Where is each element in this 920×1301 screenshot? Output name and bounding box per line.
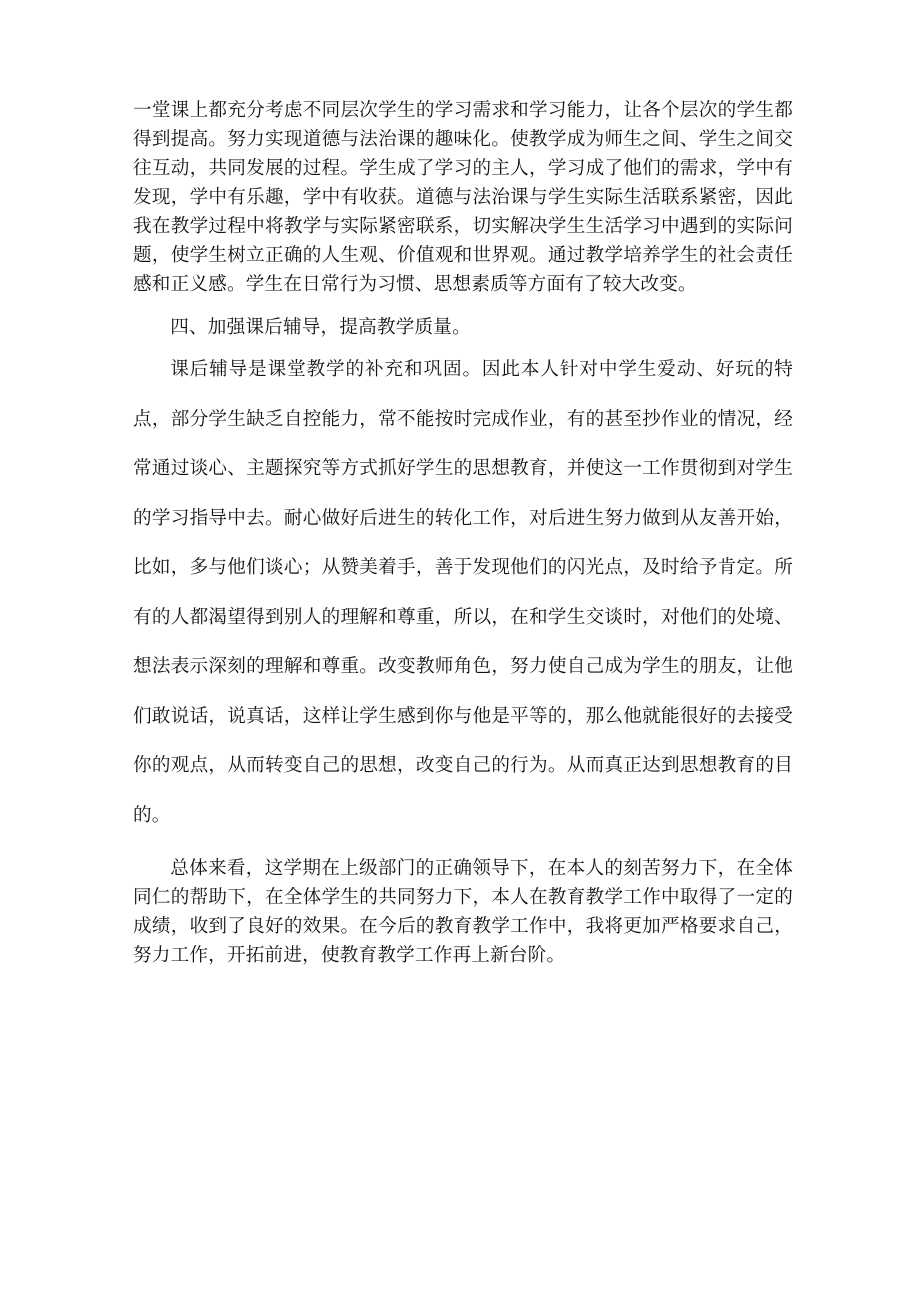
document-page [133, 96, 793, 970]
paragraph-summary: 总体来看，这学期在上级部门的正确领导下，在本人的刻苦努力下，在全体同仁的帮助下，在全体学生的共同努力下，本人在教育教学工作中取得了一定的成绩，收到了良好的效果。在今后的教育教学工作中，我将更加严格要求自己，努力工作，开拓前进，使教育教学工作再上新台阶。 [133, 858, 793, 966]
section-heading-after-class-tutoring: 四、加强课后辅导，提高教学质量。 [170, 317, 471, 338]
paragraph-after-class-tutoring: 课后辅导是课堂教学的补充和巩固。因此本人针对中学生爱动、好玩的特点，部分学生缺乏自控能力，常不能按时完成作业，有的甚至抄作业的情况，经常通过谈心、主题探究等方式抓好学生的思想教育，并使这一工作贯彻到对学生的学习指导中去。耐心做好后进生的转化工作，对后进生努力做到从友善开始，比如，多与他们谈心；从赞美着手，善于发现他们的闪光点，及时给予肯定。所有的人都渴望得到别人的理解和尊重，所以，在和学生交谈时，对他们的处境、想法表示深刻的理解和尊重。改变教师角色，努力使自己成为学生的朋友，让他们敢说话，说真话，这样让学生感到你与他是平等的，那么他就能很好的去接受你的观点，从而转变自己的思想，改变自己的行为。从而真正达到思想教育的目的。 [133, 359, 793, 826]
paragraph-continued-teaching: 一堂课上都充分考虑不同层次学生的学习需求和学习能力，让各个层次的学生都得到提高。努力实现道德与法治课的趣味化。使教学成为师生之间、学生之间交往互动，共同发展的过程。学生成了学习的主人，学习成了他们的需求，学中有发现，学中有乐趣，学中有收获。道德与法治课与学生实际生活联系紧密，因此我在教学过程中将教学与实际紧密联系，切实解决学生生活学习中遇到的实际问题，使学生树立正确的人生观、价值观和世界观。通过教学培养学生的社会责任感和正义感。学生在日常行为习惯、思想素质等方面有了较大改变。 [133, 100, 793, 295]
